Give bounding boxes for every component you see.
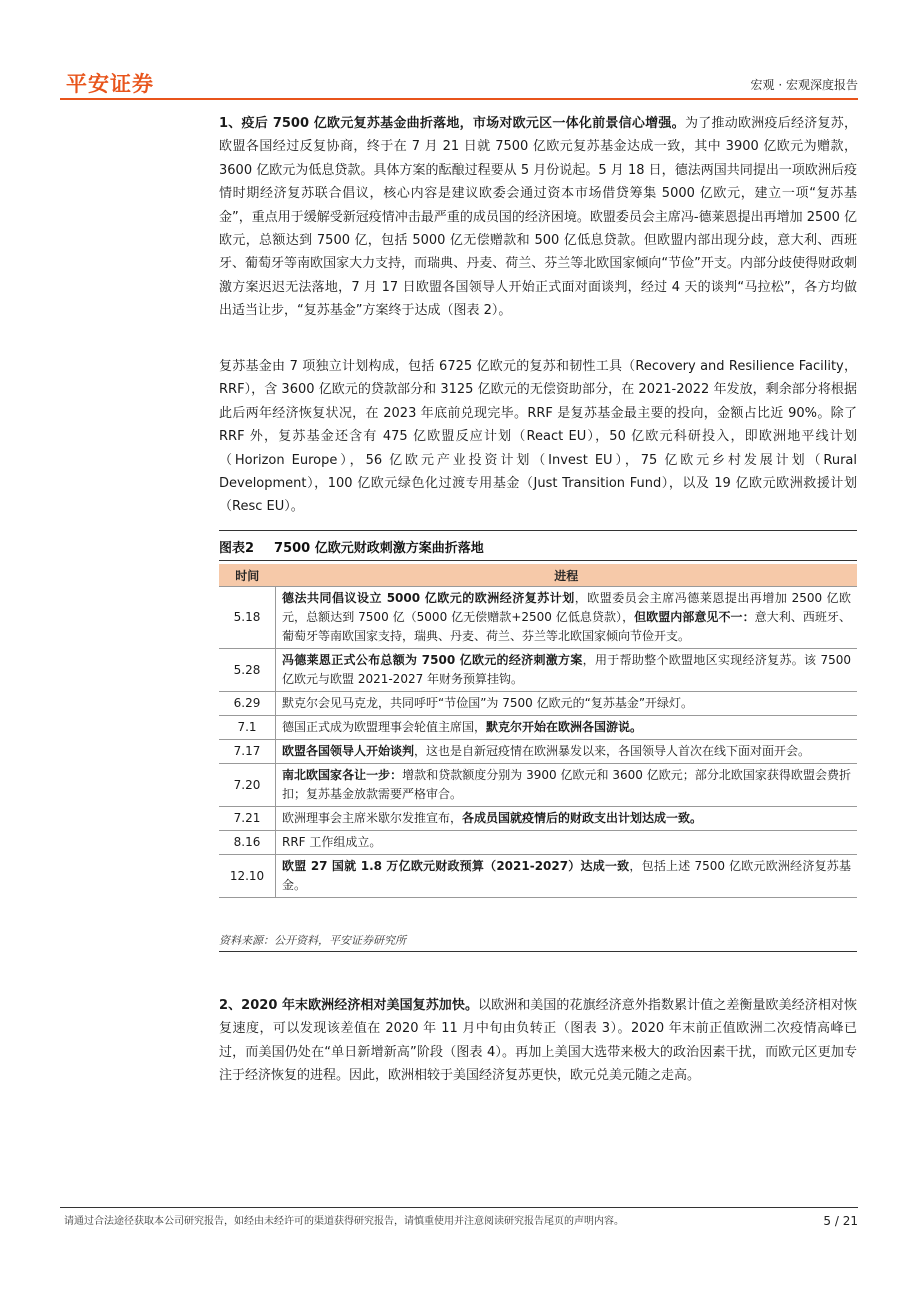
row-time: 7.17 (219, 740, 276, 764)
row-progress (276, 764, 858, 807)
table-row (219, 692, 857, 716)
table-header-row (219, 564, 857, 587)
figure-top-rule (219, 530, 857, 531)
row-progress-highlight: 各成员国就疫情后的财政支出计划达成一致。 (462, 811, 703, 825)
row-progress-text: ，欧盟委员会主席冯德莱恩提出再增加 2500 亿欧元，总额达到 7500 亿（5000 亿无偿赠款+2500 亿低息贷款）， (282, 591, 851, 624)
row-time: 7.1 (219, 716, 276, 740)
page-header (60, 62, 858, 102)
report-type: 宏观 · 宏观深度报告 (750, 78, 858, 92)
row-progress-text: 欧洲理事会主席米歇尔发推宣布， (282, 811, 463, 825)
row-progress-text: ，包括上述 7500 亿欧元欧洲经济复苏基金。 (282, 859, 851, 892)
table-row (219, 807, 857, 831)
figure-source: 资料来源：公开资料，平安证券研究所 (219, 932, 857, 952)
table-row (219, 587, 857, 649)
column-header-time: 时间 (219, 564, 276, 587)
table-row (219, 716, 857, 740)
row-progress (276, 587, 858, 649)
column-header-progress: 进程 (276, 564, 858, 587)
row-time: 6.29 (219, 692, 276, 716)
row-progress-highlight: 德法共同倡议设立 5000 亿欧元的欧洲经济复苏计划 (282, 591, 575, 605)
row-progress-highlight: 欧盟 27 国就 1.8 万亿欧元财政预算（2021-2027）达成一致 (282, 859, 630, 873)
table-row (219, 649, 857, 692)
row-progress-text: RRF 工作组成立。 (282, 835, 382, 849)
figure-title-rule (219, 560, 857, 561)
figure-caption: 7500 亿欧元财政刺激方案曲折落地 (274, 541, 484, 556)
row-time: 7.21 (219, 807, 276, 831)
row-progress (276, 649, 858, 692)
table-body (219, 587, 857, 898)
progress-table (219, 564, 857, 898)
header-divider (60, 98, 858, 100)
paragraph-3-lead: 2、2020 年末欧洲经济相对美国复苏加快。 (219, 998, 479, 1013)
row-progress (276, 740, 858, 764)
row-time: 7.20 (219, 764, 276, 807)
row-progress-highlight: 欧盟各国领导人开始谈判 (282, 744, 415, 758)
footer-divider (60, 1207, 858, 1208)
row-progress (276, 855, 858, 898)
row-progress (276, 692, 858, 716)
table-row (219, 764, 857, 807)
paragraph-2: 复苏基金由 7 项独立计划构成，包括 6725 亿欧元的复苏和韧性工具（Recovery and Resilience Facility，RRF），含 3600 亿欧元的贷款部分和 3125 亿欧元的无偿资助部分，在 2021-2022 年发放，剩余部分将根据此后两年经济恢复状况，在 2023 年底前兑现完毕。RRF 是复苏基金最主要的投向，金额占比近 90%。除了 RRF 外，复苏基金还含有 475 亿欧盟反应计划（React EU），50 亿欧元科研投入，即欧洲地平线计划（Horizon Europe），56 亿欧元产业投资计划（Invest EU），75 亿欧元乡村发展计划（Rural Development），100 亿欧元绿色化过渡专用基金（Just Transition Fund），以及 19 亿欧元欧洲救援计划（Resc EU）。 (219, 359, 857, 515)
footer-disclaimer: 请通过合法途径获取本公司研究报告，如经由未经许可的渠道获得研究报告，请慎重使用并注意阅读研究报告尾页的声明内容。 (64, 1216, 624, 1227)
row-progress-highlight: 但欧盟内部意见不一： (634, 610, 755, 624)
paragraph-3 (219, 994, 857, 1088)
paragraph-3-text: 以欧洲和美国的花旗经济意外指数累计值之差衡量欧美经济相对恢复速度，可以发现该差值在 2020 年 11 月中旬由负转正（图表 3）。2020 年末前正值欧洲二次疫情高峰已过，而美国仍处在“单日新增新高”阶段（图表 4）。再加上美国大选带来极大的政治因素干扰，而欧元区更加专注于经济恢复的进程。因此，欧洲相较于美国经济复苏更快，欧元兑美元随之走高。 (219, 998, 857, 1084)
table-row (219, 855, 857, 898)
paragraph-1 (219, 112, 857, 323)
row-progress-text: ，用于帮助整个欧盟地区实现经济复苏。该 7500 亿欧元与欧盟 2021-2027 年财务预算挂钩。 (282, 653, 852, 686)
paragraph-1-text: 为了推动欧洲疫后经济复苏，欧盟各国经过反复协商，终于在 7 月 21 日就 7500 亿欧元复苏基金达成一致，其中 3900 亿欧元为赠款，3600 亿欧元为低息贷款。具体方案的酝酿过程要从 5 月份说起。5 月 18 日，德法两国共同提出一项欧洲后疫情时期经济复苏联合倡议，核心内容是建议欧委会通过资本市场借贷筹集 5000 亿欧元，建立一项“复苏基金”，重点用于缓解受新冠疫情冲击最严重的成员国的经济困境。欧盟委员会主席冯-德莱恩提出再增加 2500 亿欧元，总额达到 7500 亿，包括 5000 亿无偿赠款和 500 亿低息贷款。但欧盟内部出现分歧，意大利、西班牙、葡萄牙等南欧国家大力支持，而瑞典、丹麦、荷兰、芬兰等北欧国家倾向“节俭”开支。内部分歧使得财政刺激方案迟迟无法落地，7 月 17 日欧盟各国领导人开始正式面对面谈判，经过 4 天的谈判“马拉松”，各方均做出适当让步，“复苏基金”方案终于达成（图表 2）。 (219, 116, 857, 319)
row-progress (276, 807, 858, 831)
page-number: 5 / 21 (823, 1214, 858, 1228)
row-progress-text: ，这也是自新冠疫情在欧洲暴发以来，各国领导人首次在线下面对面开会。 (414, 744, 811, 758)
figure-label: 图表2 (219, 541, 255, 556)
row-time: 12.10 (219, 855, 276, 898)
table-row (219, 831, 857, 855)
row-progress-highlight: 南北欧国家各让一步： (282, 768, 403, 782)
company-logo: 平安证券 (66, 72, 154, 96)
row-progress-highlight: 冯德莱恩正式公布总额为 7500 亿欧元的经济刺激方案 (282, 653, 583, 667)
row-time: 5.18 (219, 587, 276, 649)
row-progress-text: 德国正式成为欧盟理事会轮值主席国， (282, 720, 487, 734)
row-progress-text: 意大利、西班牙、葡萄牙等南欧国家支持，瑞典、丹麦、荷兰、芬兰等北欧国家倾向节俭开支。 (282, 610, 851, 643)
row-progress (276, 831, 858, 855)
row-time: 5.28 (219, 649, 276, 692)
figure-title (219, 537, 504, 556)
table-row (219, 740, 857, 764)
paragraph-1-lead: 1、疫后 7500 亿欧元复苏基金曲折落地，市场对欧元区一体化前景信心增强。 (219, 116, 685, 131)
row-progress-text: 增款和贷款额度分别为 3900 亿欧元和 3600 亿欧元；部分北欧国家获得欧盟会费折扣；复苏基金放款需要严格审合。 (282, 768, 851, 801)
row-progress-text: 默克尔会见马克龙，共同呼吁“节俭国”为 7500 亿欧元的“复苏基金”开绿灯。 (282, 696, 694, 710)
row-progress-highlight: 默克尔开始在欧洲各国游说。 (486, 720, 643, 734)
row-time: 8.16 (219, 831, 276, 855)
row-progress (276, 716, 858, 740)
